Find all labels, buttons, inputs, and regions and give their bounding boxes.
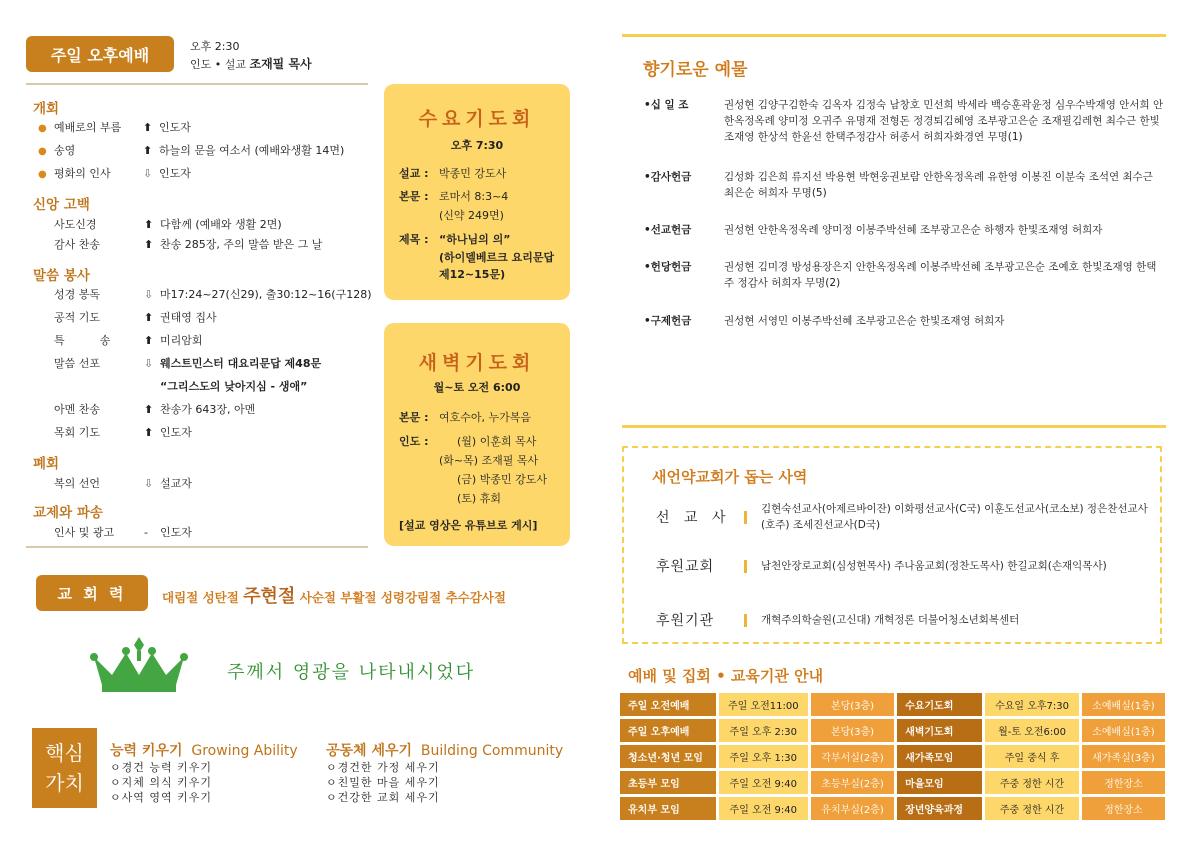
order-row (54, 286, 371, 302)
wednesday-time: 오후 7:30 (450, 139, 504, 152)
service-title-badge (26, 36, 174, 72)
stand-icon: ⬆ (143, 144, 153, 157)
order-row (54, 309, 217, 325)
text-value: 여호수아, 누가복음 (439, 411, 532, 424)
table-cell: 주일 오후 2:30 (719, 719, 808, 742)
divider-bar (744, 614, 747, 627)
ministry-type: 후원기관 (656, 613, 715, 629)
order-value: 권태영 집사 (160, 311, 217, 324)
order-value: 인도자 (160, 426, 192, 439)
youtube-note: [설교 영상은 유튜브로 게시] (399, 519, 538, 532)
section-fellowship: 교제와 파송 (33, 505, 103, 521)
divider (26, 546, 368, 548)
table-cell: 소예배실(1층) (1082, 693, 1165, 716)
dawn-prayer-box (384, 323, 570, 546)
current-season: 주현절 (243, 586, 296, 607)
wednesday-topic-2 (439, 249, 554, 265)
table-cell: 주일 오전예배 (620, 693, 716, 716)
values-col-1-title-ko: 능력 키우기 (110, 743, 183, 759)
order-label: 말씀 선포 (54, 357, 101, 370)
table-cell: 월-토 오전6:00 (985, 719, 1079, 742)
order-row (38, 165, 191, 181)
sit-icon: ⇩ (144, 288, 154, 301)
values-col-2-title-ko: 공동체 세우기 (326, 743, 413, 759)
sit-icon: ⇩ (144, 357, 154, 370)
stand-icon: ⬆ (144, 334, 154, 347)
wednesday-topic-3 (439, 266, 505, 282)
ministry-names: 남천안장로교회(심성현목사) 주나움교회(정찬도목사) 한길교회(손재익목사) (761, 560, 1107, 572)
leader-friday: (금) 박종민 강도사 (457, 473, 547, 486)
offering-names: 권성현 서영민 이봉주박선혜 조부광고은순 한빛조재영 허희자 (724, 315, 1005, 327)
schedule-table (617, 690, 1168, 823)
service-leader: 조재필 목사 (249, 57, 312, 71)
dawn-leaders (399, 433, 439, 449)
preacher-value: 박종민 강도사 (439, 167, 507, 180)
values-item: ㅇ지체 의식 키우기 (110, 776, 213, 789)
preacher-key: 설교 : (399, 167, 429, 180)
text-key: 본문 : (399, 190, 429, 203)
schedule-title: 예배 및 집회 • 교육기관 안내 (628, 667, 824, 685)
ministry-row (656, 501, 1151, 533)
ministry-names: 개혁주의학술원(고신대) 개혁정론 더불어청소년회복센터 (761, 614, 1020, 626)
divider-bar (744, 511, 747, 524)
order-row (54, 401, 255, 417)
offering-row (644, 169, 1164, 201)
dawn-time: 월~토 오전 6:00 (433, 381, 521, 394)
service-title: 주일 오후예배 (50, 45, 150, 65)
table-row (620, 719, 1165, 742)
table-cell: 주일 오전 9:40 (719, 797, 808, 820)
table-cell: 새벽기도회 (897, 719, 982, 742)
stand-icon: ⬆ (144, 426, 154, 439)
sit-icon: ⇩ (144, 477, 154, 490)
table-cell: 정한장소 (1082, 797, 1165, 820)
order-value: 웨스트민스터 대요리문답 제48문 (160, 357, 322, 370)
wednesday-title: 수요기도회 (418, 108, 536, 130)
table-cell: 각부서실(2층) (811, 745, 894, 768)
values-item: ㅇ사역 영역 키우기 (110, 791, 213, 804)
dawn-note-line (399, 517, 537, 533)
order-label: 예배로의 부름 (54, 121, 122, 134)
offering-row (644, 259, 1164, 291)
crown-icon (90, 635, 188, 698)
dawn-leader (439, 452, 538, 468)
table-cell: 주중 정한 시간 (985, 797, 1079, 820)
section-faith: 신앙 고백 (33, 197, 90, 213)
order-row (54, 355, 321, 371)
stand-icon: ⬆ (144, 403, 154, 416)
topic-key: 제목 : (399, 233, 429, 246)
table-cell: 주일 중식 후 (985, 745, 1079, 768)
topic-value: “하나님의 의” (439, 233, 511, 246)
order-row (54, 236, 322, 252)
section-closing: 폐회 (33, 456, 60, 472)
ministry-names: 김현숙선교사(아제르바이잔) 이화평선교사(C국) 이훈도선교사(코소보) 정은찬선교사(호주) 조세진선교사(D국) (761, 503, 1148, 531)
offering-type: •구제헌금 (644, 315, 692, 327)
offering-names: 권성현 김양구김한숙 김옥자 김정숙 남창호 민선희 박세라 백승훈곽윤정 심우수박재영 안서희 안한옥정옥례 양미정 오귀주 유명재 전형돈 정경퇴김혜영 조부광고은순 조재필김레현 최수근 한빛 조재영 한상석 한윤선 한택주정감사 허종서 허희자화경연 무명(1) (724, 99, 1164, 143)
table-row (620, 771, 1165, 794)
table-cell: 유치부 모임 (620, 797, 716, 820)
offering-type: •십 일 조 (644, 99, 689, 111)
table-cell: 초등부실(2층) (811, 771, 894, 794)
order-row (38, 142, 344, 158)
order-mark: - (144, 526, 148, 539)
order-label: 아멘 찬송 (54, 403, 101, 416)
table-cell: 주중 정한 시간 (985, 771, 1079, 794)
order-label: 공적 기도 (54, 311, 101, 324)
dawn-title: 새벽기도회 (418, 352, 536, 374)
offerings-title: 향기로운 예물 (643, 60, 748, 80)
leader-monday: (월) 이훈희 목사 (457, 435, 537, 448)
order-row (54, 424, 192, 440)
order-label: 성경 봉독 (54, 288, 101, 301)
wednesday-text-page (439, 207, 504, 223)
order-value: 인도자 (159, 167, 191, 180)
service-time: 오후 2:30 (190, 40, 240, 53)
offering-names: 권성현 김미경 방성용장은지 안한옥정옥례 이봉주박선혜 조부광고은순 조예호 한빛조재영 한택주 정감사 허희자 무명(2) (724, 261, 1157, 289)
text-key: 본문 : (399, 411, 429, 424)
offering-row (644, 313, 1164, 329)
ministry-type: 선 교 사 (656, 510, 731, 526)
table-cell: 새가족실(3층) (1082, 745, 1165, 768)
table-cell: 주일 오전11:00 (719, 693, 808, 716)
table-row (620, 693, 1165, 716)
table-cell: 유치부실(2층) (811, 797, 894, 820)
order-row (54, 216, 282, 232)
core-values-label-1: 핵심 (45, 741, 84, 765)
table-cell: 장년양육과정 (897, 797, 982, 820)
table-cell: 청소년·청년 모임 (620, 745, 716, 768)
church-calendar-label: 교 회 력 (57, 584, 127, 603)
ministry-title: 새언약교회가 돕는 사역 (652, 468, 808, 486)
topic-value-2: (하이델베르크 요리문답 (439, 251, 555, 264)
dawn-leader (457, 433, 536, 449)
values-item: ㅇ경건한 가정 세우기 (326, 761, 440, 774)
church-calendar-badge (36, 575, 148, 611)
offering-row (644, 97, 1164, 145)
stand-icon: ⬆ (144, 238, 154, 251)
table-cell: 새가족모임 (897, 745, 982, 768)
stand-icon: ⬆ (144, 218, 154, 231)
stand-icon: ⬆ (143, 121, 153, 134)
table-cell: 마을모임 (897, 771, 982, 794)
leader-tue-thu: (화~목) 조재필 목사 (439, 454, 539, 467)
table-cell: 주일 오전 9:40 (719, 771, 808, 794)
section-word: 말씀 봉사 (33, 268, 90, 284)
order-row (54, 332, 203, 348)
order-value: 미리암회 (160, 334, 203, 347)
table-cell: 수요일 오후7:30 (985, 693, 1079, 716)
divider (26, 83, 368, 85)
wednesday-prayer-box (384, 84, 570, 300)
wednesday-preacher (399, 165, 506, 181)
leader-saturday: (토) 휴회 (457, 492, 501, 505)
table-cell: 본당(3층) (811, 693, 894, 716)
order-label: 평화의 인사 (54, 167, 111, 180)
values-col-1-title (110, 740, 298, 760)
offering-type: •감사헌금 (644, 171, 692, 183)
order-label: 인사 및 광고 (54, 526, 115, 539)
values-item: ㅇ건강한 교회 세우기 (326, 791, 440, 804)
order-row (54, 524, 192, 540)
order-label: 목회 기도 (54, 426, 101, 439)
offering-names: 김성화 김은희 류지선 박용현 박현웅권보람 안한옥정옥례 유한영 이봉진 이분숙 조석연 최수근 최은순 허희자 무명(5) (724, 171, 1153, 199)
seasons-before: 대림절 성탄절 (162, 590, 239, 605)
ministry-row (656, 610, 1151, 630)
order-label: 복의 선언 (54, 477, 101, 490)
core-values-badge (32, 728, 97, 808)
bullet-icon: ● (38, 169, 47, 180)
divider-bar (744, 560, 747, 573)
bullet-icon: ● (38, 123, 47, 134)
dawn-leader (457, 471, 547, 487)
offering-row (644, 222, 1164, 238)
top-rule (622, 34, 1166, 37)
order-value: 설교자 (160, 477, 192, 490)
section-opening: 개회 (33, 101, 60, 117)
wednesday-text (399, 188, 508, 204)
lead-key: 인도 : (399, 435, 429, 448)
values-col-2-title (326, 740, 563, 760)
order-value: 하늘의 문을 여소서 (예배와생활 14면) (159, 144, 345, 157)
order-label: 특 송 (54, 334, 111, 347)
dawn-text (399, 409, 531, 425)
topic-value-3: 제12~15문) (439, 268, 506, 281)
ministry-row (656, 556, 1151, 576)
bullet-icon: ● (38, 146, 47, 157)
text-page: (신약 249면) (439, 209, 504, 222)
values-col-1-title-en: Growing Ability (191, 743, 298, 759)
table-cell: 초등부 모임 (620, 771, 716, 794)
order-row (54, 378, 307, 394)
table-row (620, 745, 1165, 768)
table-cell: 주일 오후 1:30 (719, 745, 808, 768)
order-label: 송영 (54, 144, 76, 157)
core-values-label-2: 가치 (45, 771, 84, 795)
values-item: ㅇ친밀한 마을 세우기 (326, 776, 440, 789)
dawn-leader (457, 490, 501, 506)
order-value: 인도자 (159, 121, 191, 134)
table-cell: 소예배실(1층) (1082, 719, 1165, 742)
order-value: 찬송 285장, 주의 말씀 받은 그 날 (160, 238, 323, 251)
values-col-2-title-en: Building Community (420, 743, 564, 759)
table-cell: 수요기도회 (897, 693, 982, 716)
order-row (54, 475, 192, 491)
values-col-2-list (326, 760, 440, 805)
values-item: ㅇ경건 능력 키우기 (110, 761, 213, 774)
order-value: 인도자 (160, 526, 192, 539)
table-cell: 주일 오후예배 (620, 719, 716, 742)
order-row (38, 119, 191, 135)
service-leader-line (190, 55, 312, 72)
church-calendar-seasons (162, 582, 506, 608)
offering-names: 권성현 안한옥정옥례 양미정 이봉주박선혜 조부광고은순 하행자 한빛조재영 허희자 (724, 224, 1103, 236)
theme-text: 주께서 영광을 나타내시었다 (227, 662, 476, 683)
stand-icon: ⬆ (144, 311, 154, 324)
mid-rule (622, 425, 1166, 428)
offering-type: •헌당헌금 (644, 261, 692, 273)
order-value: 찬송가 643장, 아멘 (160, 403, 256, 416)
table-cell: 정한장소 (1082, 771, 1165, 794)
order-label: 사도신경 (54, 218, 97, 231)
sermon-title: “그리스도의 낮아지심 - 생애” (160, 380, 308, 393)
order-label: 감사 찬송 (54, 238, 101, 251)
wednesday-topic (399, 231, 510, 247)
order-value: 마17:24~27(신29), 출30:12~16(구128) (160, 288, 372, 301)
sit-icon: ⇩ (143, 167, 153, 180)
table-cell: 본당(3층) (811, 719, 894, 742)
ministry-type: 후원교회 (656, 559, 715, 575)
seasons-after: 사순절 부활절 성령강림절 추수감사절 (299, 590, 506, 605)
service-leader-label: 인도 • 설교 (190, 58, 246, 71)
text-value: 로마서 8:3~4 (439, 190, 509, 203)
table-row (620, 797, 1165, 820)
offering-type: •선교헌금 (644, 224, 692, 236)
values-col-1-list (110, 760, 212, 805)
order-value: 다함께 (예배와 생활 2면) (160, 218, 282, 231)
